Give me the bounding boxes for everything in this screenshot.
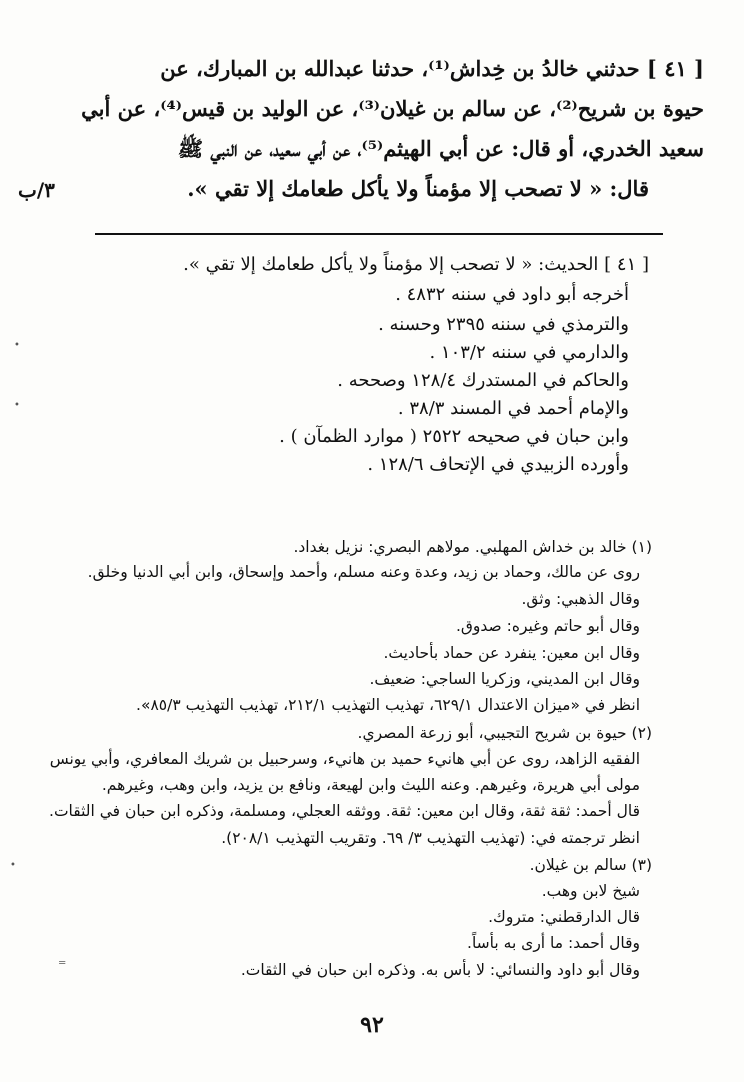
scan-speck: = <box>58 958 67 969</box>
scan-speck: • <box>14 400 20 411</box>
takhrij-line: والحاكم في المستدرك ١٢٨/٤ وصححه . <box>337 370 629 391</box>
footnote-3-heading: (٣) سالم بن غيلان. <box>529 856 652 874</box>
takhrij-line: وأورده الزبيدي في الإتحاف ١٢٨/٦ . <box>367 454 629 475</box>
footnote-line: وقال ابن المديني، وزكريا الساجي: ضعيف. <box>369 670 640 688</box>
hadith-line-4: قال: « لا تصحب إلا مؤمناً ولا يأكل طعامك إلا تقي ». <box>187 176 649 201</box>
hadith-line-1: [ ٤١ ] حدثني خالدُ بن خِداش⁽¹⁾، حدثنا عبدالله بن المبارك، عن <box>160 56 704 81</box>
scan-speck: • <box>10 860 16 871</box>
footnote-line: قال الدارقطني: متروك. <box>488 908 640 926</box>
scan-speck: • <box>14 340 20 351</box>
footnote-line: وقال الذهبي: وثق. <box>521 590 640 608</box>
footnote-line: مولى أبي هريرة، وغيرهم. وعنه الليث وابن لهيعة، ونافع بن يزيد، وابن وهب، وغيرهم. <box>101 776 640 794</box>
footnote-line: وقال أحمد: ما أرى به بأساً. <box>467 934 640 952</box>
footnote-2-heading: (٢) حيوة بن شريح التجيبي، أبو زرعة المصري. <box>357 724 652 742</box>
hadith-line-2: حيوة بن شريح⁽²⁾، عن سالم بن غيلان⁽³⁾، عن الوليد بن قيس⁽⁴⁾، عن أبي <box>81 96 704 121</box>
footnote-line: وقال أبو حاتم وغيره: صدوق. <box>455 617 640 635</box>
takhrij-heading: [ ٤١ ] الحديث: « لا تصحب إلا مؤمناً ولا يأكل طعامك إلا تقي ». <box>183 254 649 275</box>
footnote-line: انظر ترجمته في: (تهذيب التهذيب ٣/ ٦٩. وتقريب التهذيب ٢٠٨/١). <box>221 829 640 847</box>
footnote-line: روى عن مالك، وحماد بن زيد، وعدة وعنه مسلم، وأحمد وإسحاق، وابن أبي الدنيا وخلق. <box>87 563 640 581</box>
footnote-line: شيخ لابن وهب. <box>541 882 640 900</box>
takhrij-line: والترمذي في سننه ٢٣٩٥ وحسنه . <box>378 314 629 335</box>
takhrij-line: وابن حبان في صحيحه ٢٥٢٢ ( موارد الظمآن ) . <box>279 426 629 447</box>
footnote-line: قال أحمد: ثقة ثقة، وقال ابن معين: ثقة. ووثقه العجلي، ومسلمة، وذكره ابن حبان في الثقات. <box>49 802 640 820</box>
footnote-1-heading: (١) خالد بن خداش المهلبي. مولاهم البصري: نزيل بغداد. <box>293 538 652 556</box>
footnote-line: وقال ابن معين: ينفرد عن حماد بأحاديث. <box>383 644 640 662</box>
separator-rule <box>95 233 663 235</box>
page-number: ٩٢ <box>360 1012 384 1038</box>
takhrij-line: والدارمي في سننه ١٠٣/٢ . <box>429 342 629 363</box>
takhrij-line: أخرجه أبو داود في سننه ٤٨٣٢ . <box>395 284 629 305</box>
footnote-line: الفقيه الزاهد، روى عن أبي هانيء حميد بن هانيء، وسرحبيل بن شريك المعافري، وأبي يونس <box>49 750 640 768</box>
footnote-line: وقال أبو داود والنسائي: لا بأس به. وذكره ابن حبان في الثقات. <box>240 961 640 979</box>
takhrij-line: والإمام أحمد في المسند ٣٨/٣ . <box>397 398 629 419</box>
hadith-line-3: سعيد الخدري، أو قال: عن أبي الهيثم⁽⁵⁾، عن أبي سعيد، عن النبي ﷺ <box>177 136 704 161</box>
footnote-line: انظر في «ميزان الاعتدال ٦٢٩/١، تهذيب التهذيب ٢١٢/١، تهذيب التهذيب ٨٥/٣». <box>136 696 640 714</box>
manuscript-folio-ref: ٣/ب <box>18 178 55 202</box>
